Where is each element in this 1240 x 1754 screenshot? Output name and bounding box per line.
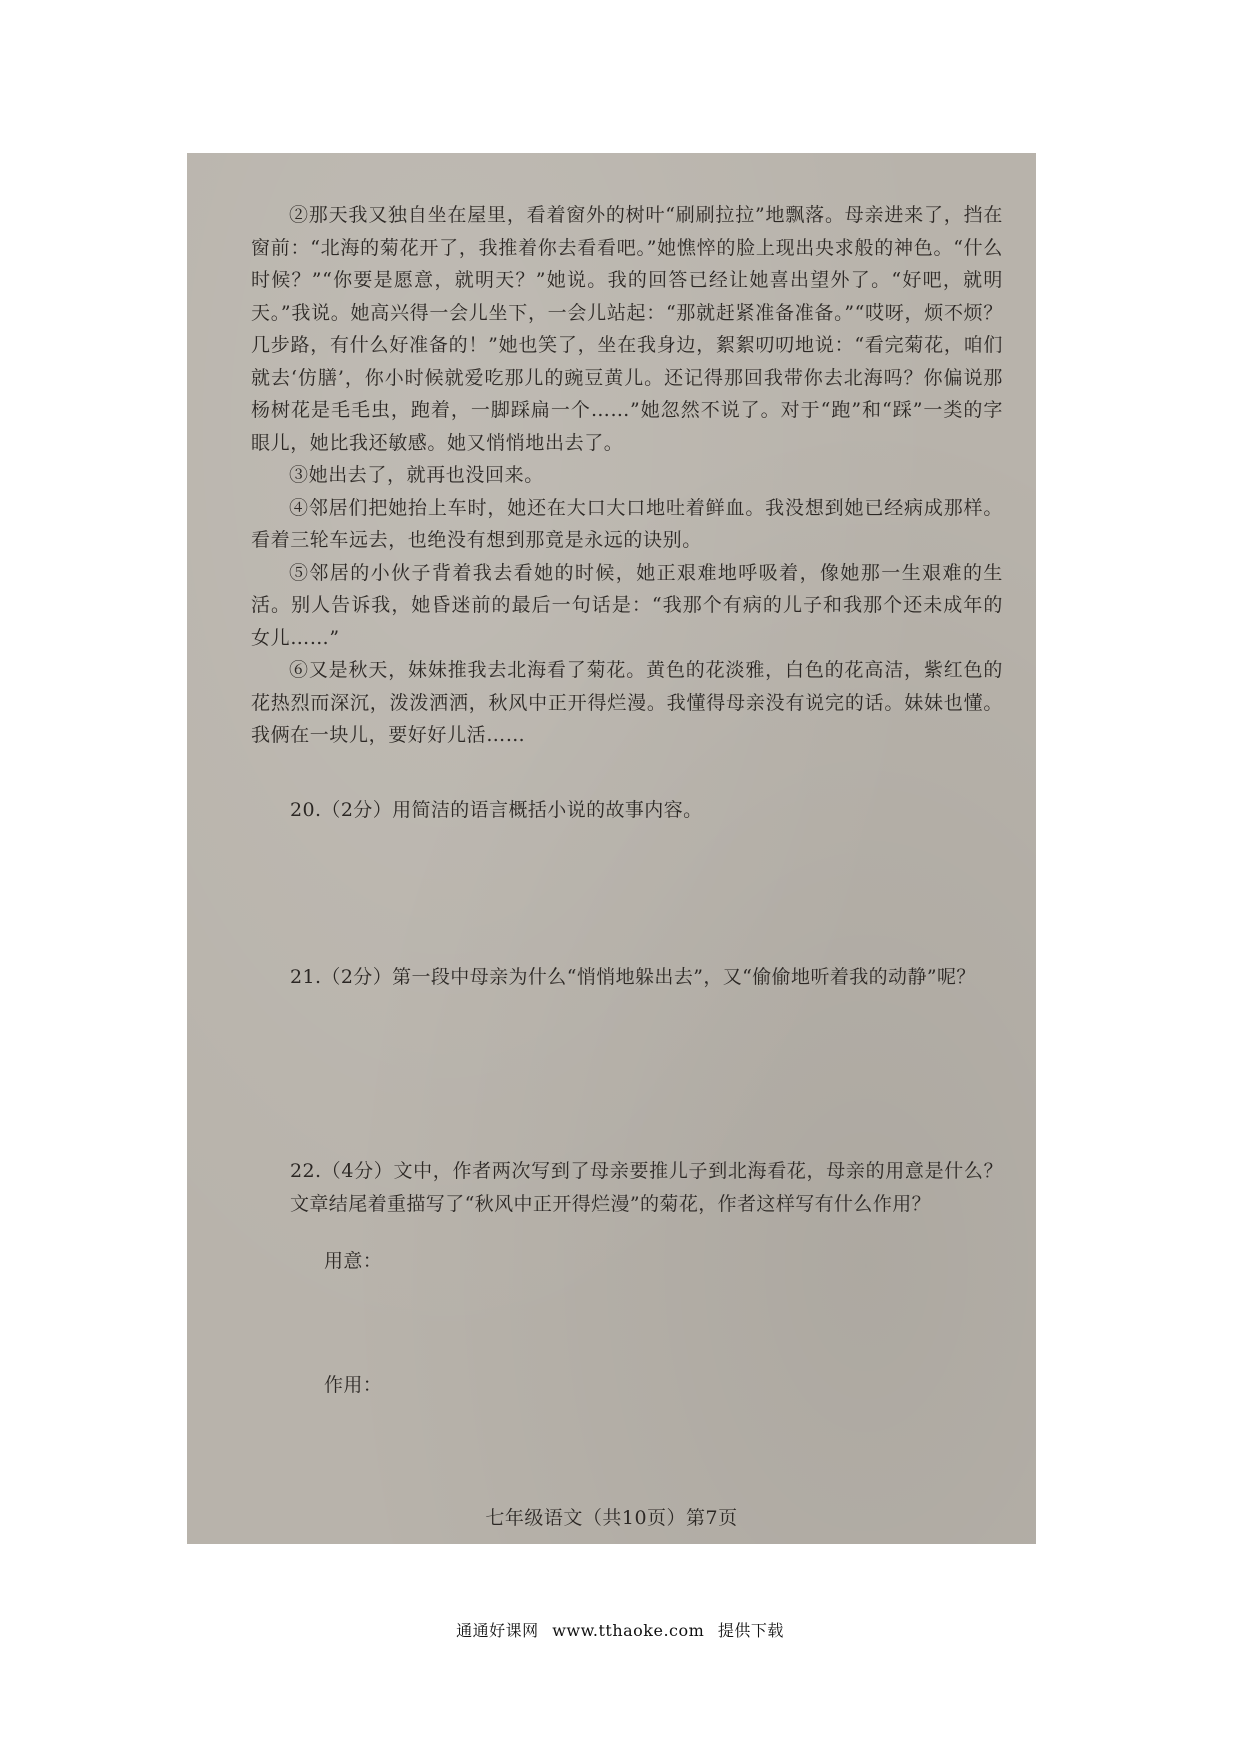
question-22-stem: 22.（4分）文中，作者两次写到了母亲要推儿子到北海看花，母亲的用意是什么？文章结尾着重描写了“秋风中正开得烂漫”的菊花，作者这样写有什么作用？ xyxy=(290,1160,1003,1215)
question-21: 21.（2分）第一段中母亲为什么“悄悄地躲出去”，又“偷偷地听着我的动静”呢？ xyxy=(290,966,976,988)
passage-paragraph-5: ⑤邻居的小伙子背着我去看她的时候，她正艰难地呼吸着，像她那一生艰难的生活。别人告诉我，她昏迷前的最后一句话是：“我那个有病的儿子和我那个还未成年的女儿……” xyxy=(251,561,1003,649)
answer-label-yongyi: 用意： xyxy=(324,1250,383,1272)
question-22 xyxy=(290,1155,1003,1221)
passage-paragraph-2: ②那天我又独自坐在屋里，看着窗外的树叶“刷刷拉拉”地飘落。母亲进来了，挡在窗前：“北海的菊花开了，我推着你去看看吧。”她憔悴的脸上现出央求般的神色。“什么时候？”“你要是愿意，就明天？”她说。我的回答已经让她喜出望外了。“好吧，就明天。”我说。她高兴得一会儿坐下，一会儿站起：“那就赶紧准备准备。”“哎呀，烦不烦？几步路，有什么好准备的！”她也笑了，坐在我身边，絮絮叨叨地说：“看完菊花，咱们就去‘仿膳’，你小时候就爱吃那儿的豌豆黄儿。还记得那回我带你去北海吗？你偏说那杨树花是毛毛虫，跑着，一脚踩扁一个……”她忽然不说了。对于“跑”和“踩”一类的字眼儿，她比我还敏感。她又悄悄地出去了。 xyxy=(251,204,1003,454)
scanned-exam-page xyxy=(187,153,1036,1544)
page-number-footer: 七年级语文（共10页）第7页 xyxy=(485,1507,738,1529)
question-20: 20.（2分）用简洁的语言概括小说的故事内容。 xyxy=(290,799,703,821)
answer-label-zuoyong: 作用： xyxy=(324,1374,383,1396)
site-name: 通通好课网 xyxy=(456,1621,539,1640)
site-note: 提供下载 xyxy=(717,1621,784,1640)
site-footer xyxy=(0,1618,1240,1641)
site-url[interactable]: www.tthaoke.com xyxy=(552,1621,705,1640)
passage-paragraph-6: ⑥又是秋天，妹妹推我去北海看了菊花。黄色的花淡雅，白色的花高洁，紫红色的花热烈而深沉，泼泼洒洒，秋风中正开得烂漫。我懂得母亲没有说完的话。妹妹也懂。我俩在一块儿，要好好儿活…… xyxy=(251,659,1003,746)
passage-paragraph-3: ③她出去了，就再也没回来。 xyxy=(289,464,544,486)
reading-passage xyxy=(251,199,1003,752)
passage-paragraph-4: ④邻居们把她抬上车时，她还在大口大口地吐着鲜血。我没想到她已经病成那样。看着三轮车远去，也绝没有想到那竟是永远的诀别。 xyxy=(251,496,1003,551)
